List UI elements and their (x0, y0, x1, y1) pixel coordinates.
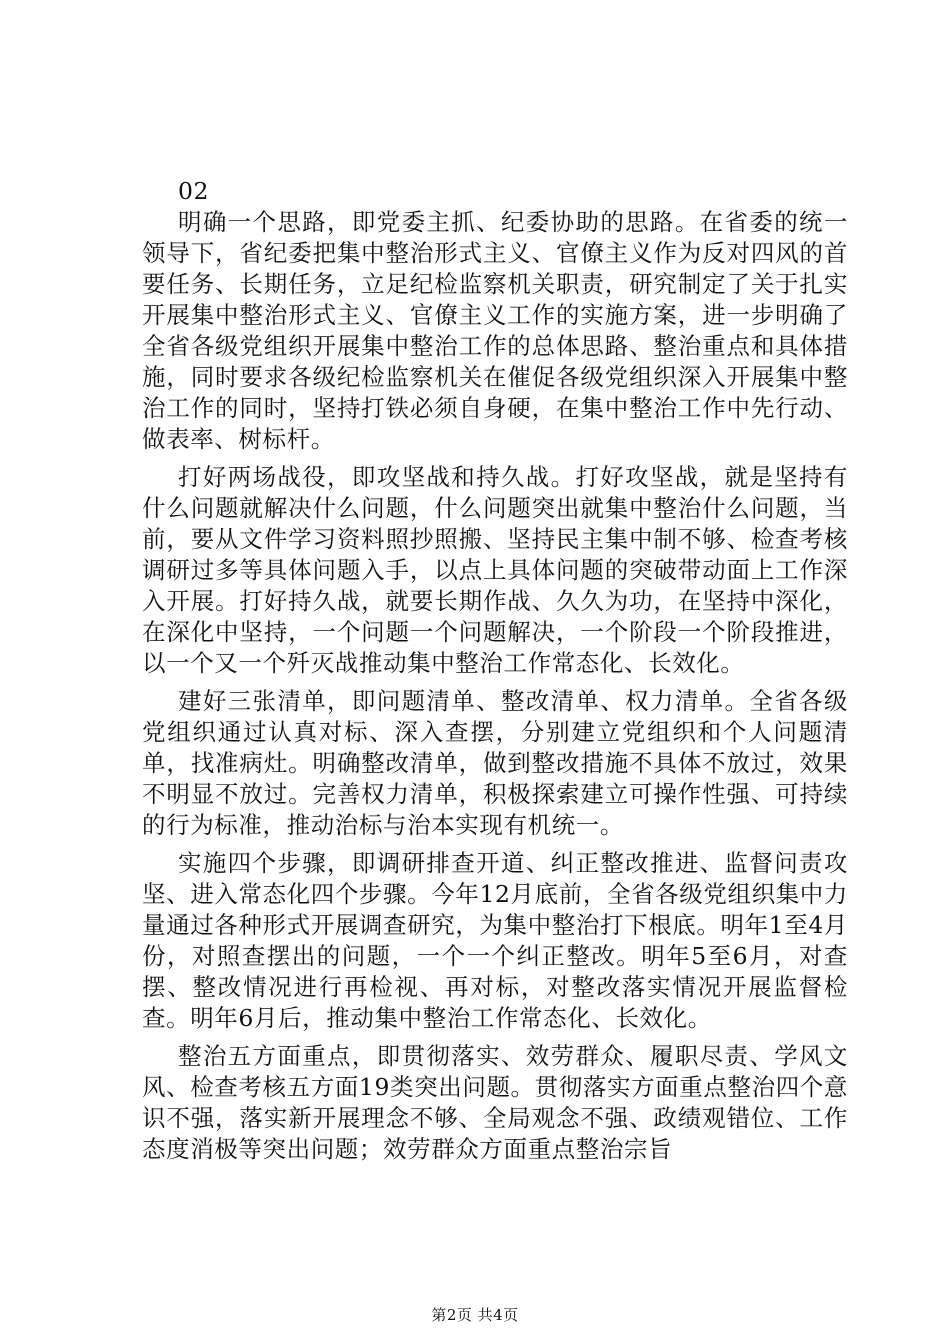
section-number: 02 (178, 177, 210, 205)
paragraph-3: 建好三张清单，即问题清单、整改清单、权力清单。全省各级党组织通过认真对标、深入查摆，分别建立党组织和个人问题清单，找准病灶。明确整改清单，做到整改措施不具体不放过，效果不明显不放过。完善权力清单，积极探索建立可操作性强、可持续的行为标准，推动治标与治本实现有机统一。 (142, 687, 848, 839)
paragraph-1: 明确一个思路，即党委主抓、纪委协助的思路。在省委的统一领导下，省纪委把集中整治形式主义、官僚主义作为反对四风的首要任务、长期任务，立足纪检监察机关职责，研究制定了关于扎实开展集中整治形式主义、官僚主义工作的实施方案，进一步明确了全省各级党组织开展集中整治工作的总体思路、整治重点和具体措施，同时要求各级纪检监察机关在催促各级党组织深入开展集中整治工作的同时，坚持打铁必须自身硬，在集中整治工作中先行动、做表率、树标杆。 (142, 208, 848, 453)
paragraph-5: 整治五方面重点，即贯彻落实、效劳群众、履职尽责、学风文风、检查考核五方面19类突出问题。贯彻落实方面重点整治四个意识不强，落实新开展理念不够、全局观念不强、政绩观错位、工作态度消极等突出问题；效劳群众方面重点整治宗旨 (142, 1042, 848, 1163)
paragraph-4: 实施四个步骤，即调研排查开道、纠正整改推进、监督问责攻坚、进入常态化四个步骤。今年12月底前，全省各级党组织集中力量通过各种形式开展调查研究，为集中整治打下根底。明年1至4月份，对照查摆出的问题，一个一个纠正整改。明年5至6月，对查摆、整改情况进行再检视、再对标，对整改落实情况开展监督检查。明年6月后，推动集中整治工作常态化、长效化。 (142, 849, 848, 1032)
page-footer: 第2页 共4页 (431, 1306, 519, 1324)
paragraph-2: 打好两场战役，即攻坚战和持久战。打好攻坚战，就是坚持有什么问题就解决什么问题，什么问题突出就集中整治什么问题，当前，要从文件学习资料照抄照搬、坚持民主集中制不够、检查考核调研过多等具体问题入手，以点上具体问题的突破带动面上工作深入开展。打好持久战，就要长期作战、久久为功，在坚持中深化，在深化中坚持，一个问题一个问题解决，一个阶段一个阶段推进，以一个又一个歼灭战推动集中整治工作常态化、长效化。 (142, 463, 848, 677)
document-body (142, 176, 848, 1165)
